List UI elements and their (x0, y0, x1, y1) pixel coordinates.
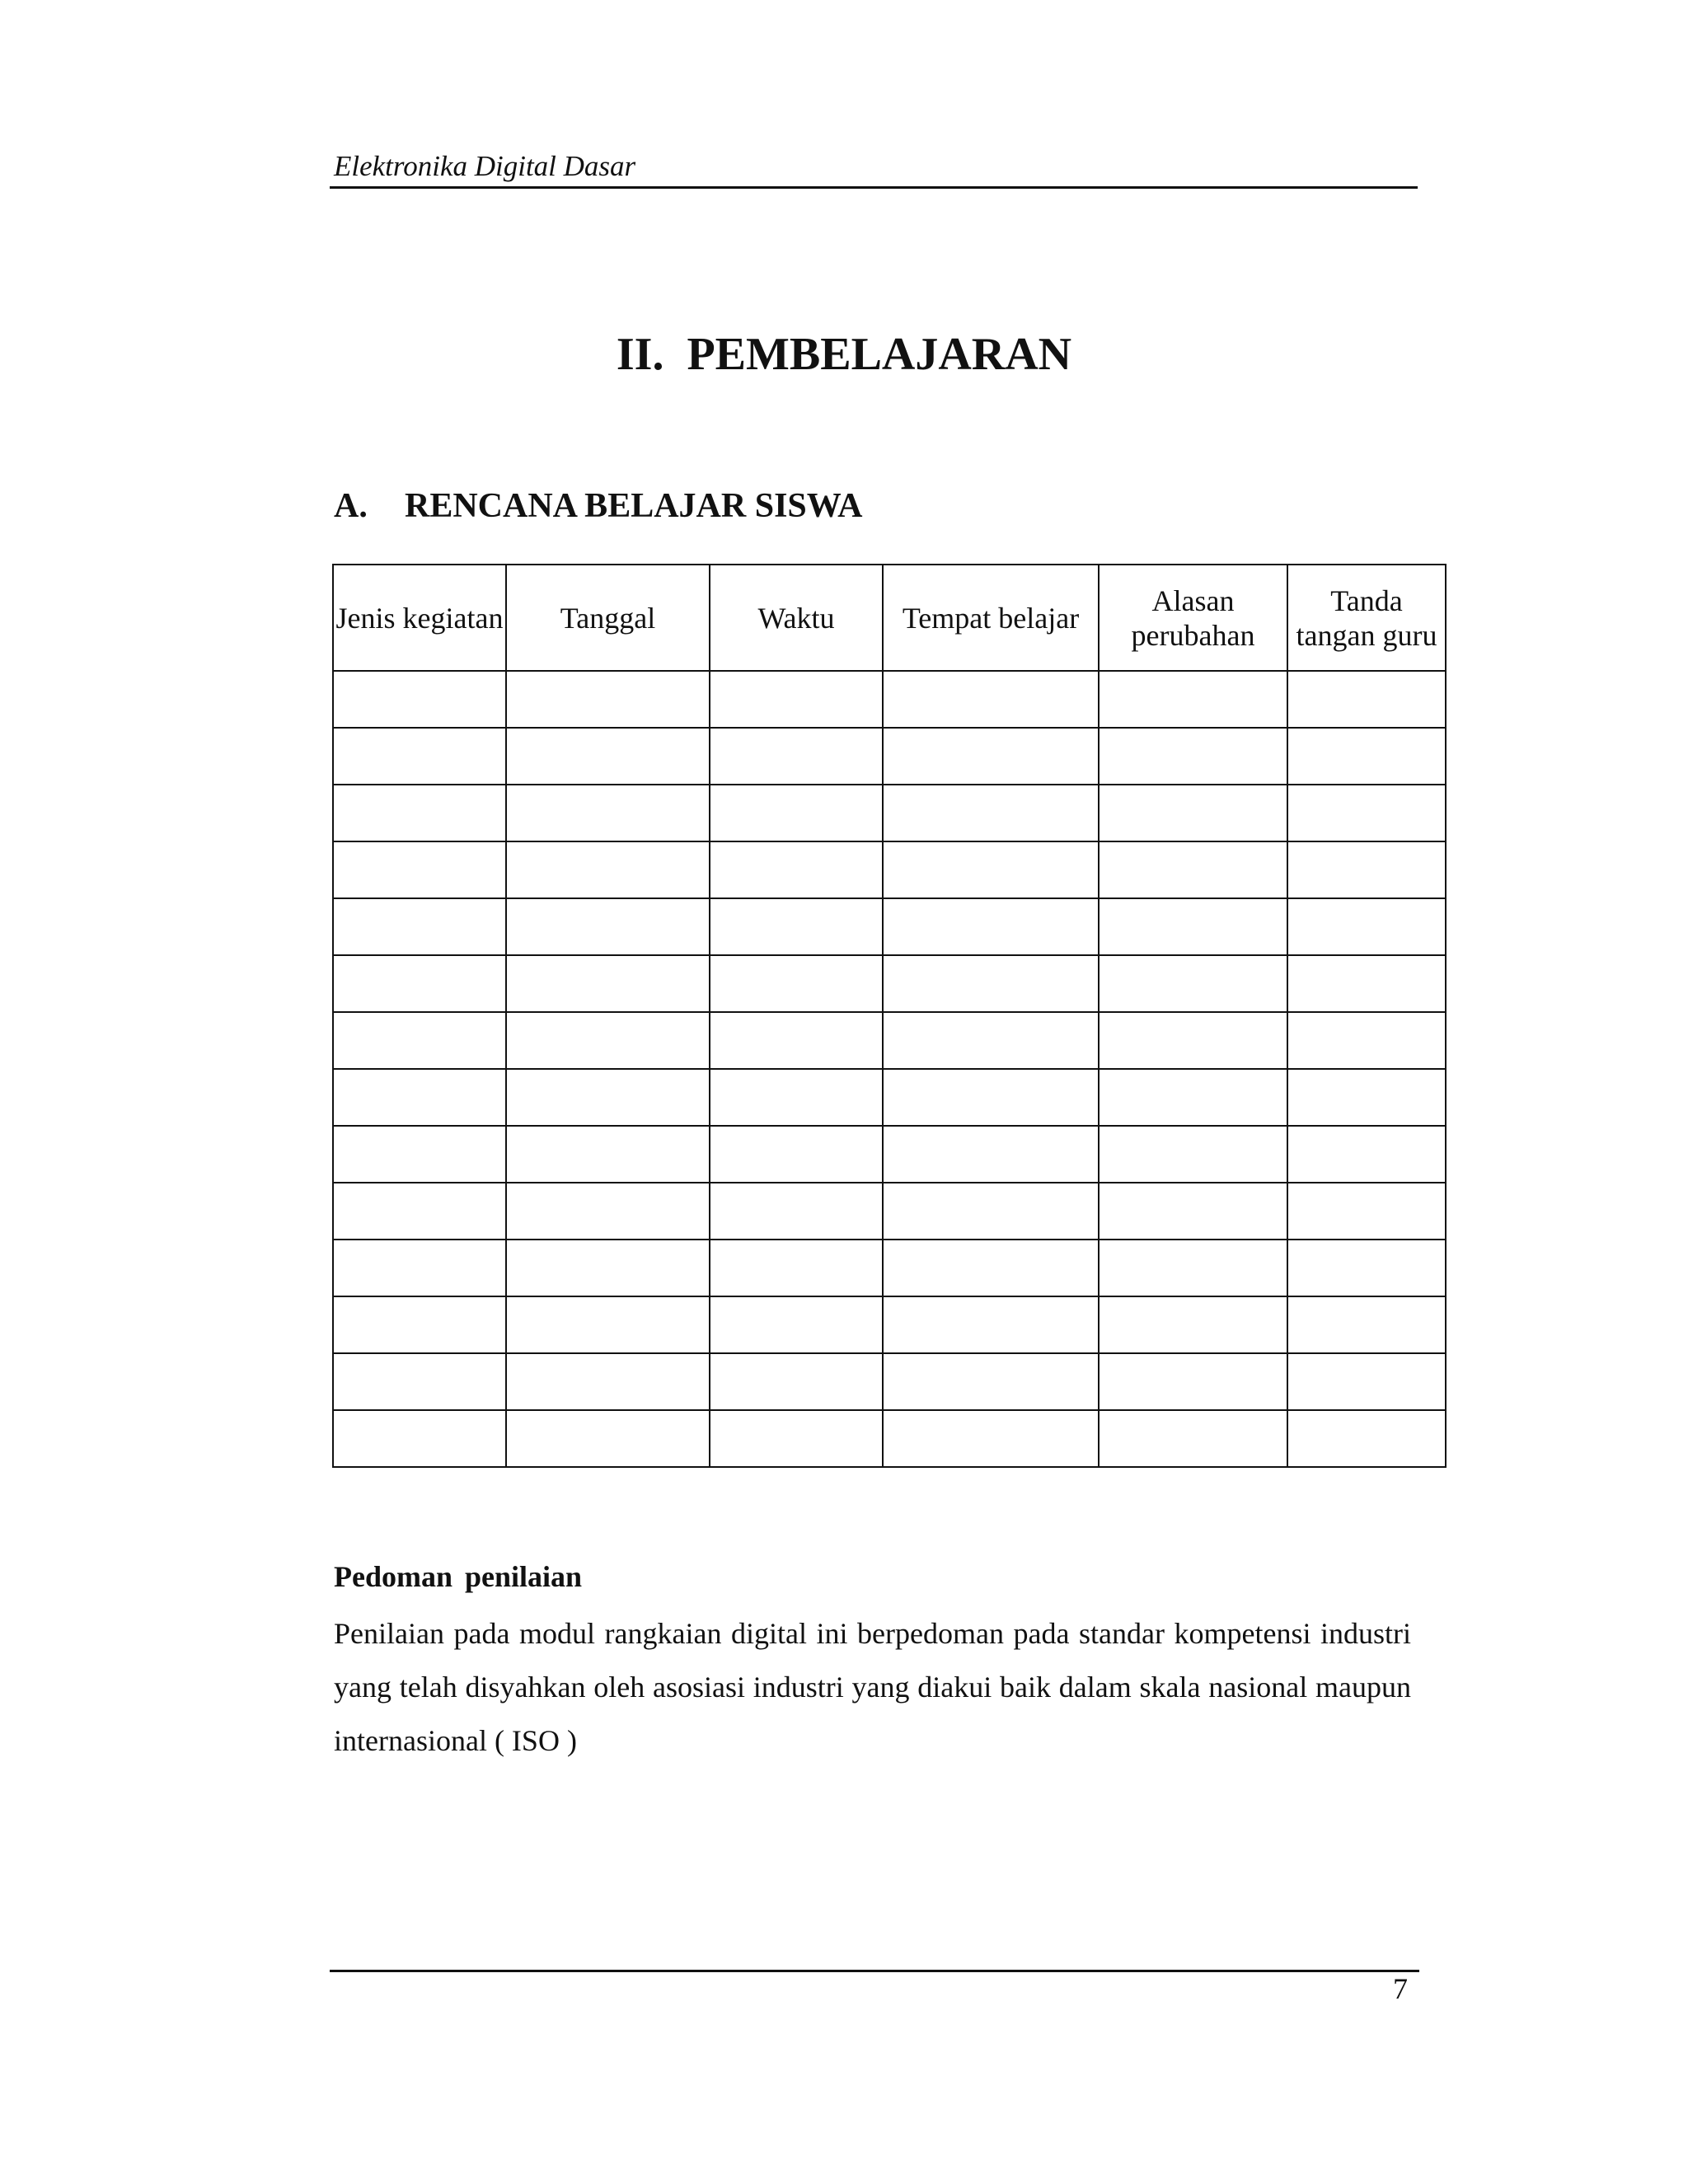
table-cell[interactable] (333, 1240, 506, 1296)
table-cell[interactable] (883, 1069, 1099, 1126)
footer-divider (330, 1970, 1419, 1972)
table-cell[interactable] (506, 1410, 710, 1467)
column-header-time: Waktu (710, 565, 883, 671)
table-row (333, 898, 1446, 955)
table-cell[interactable] (1287, 1353, 1446, 1410)
chapter-title: II. PEMBELAJARAN (616, 329, 1072, 380)
table-cell[interactable] (883, 1183, 1099, 1240)
table-cell[interactable] (1099, 785, 1287, 841)
table-row (333, 955, 1446, 1012)
table-body (333, 671, 1446, 1467)
section-number: A. (334, 487, 368, 525)
table-row (333, 1410, 1446, 1467)
table-cell[interactable] (710, 1183, 883, 1240)
table-row (333, 1126, 1446, 1183)
table-cell[interactable] (506, 1012, 710, 1069)
table-cell[interactable] (333, 671, 506, 728)
table-cell[interactable] (1287, 1126, 1446, 1183)
table-cell[interactable] (506, 1126, 710, 1183)
table-cell[interactable] (1287, 671, 1446, 728)
table-row (333, 1012, 1446, 1069)
table-cell[interactable] (1099, 1353, 1287, 1410)
table-cell[interactable] (506, 671, 710, 728)
table-cell[interactable] (1099, 671, 1287, 728)
table-cell[interactable] (710, 1353, 883, 1410)
table-row (333, 1069, 1446, 1126)
table-cell[interactable] (333, 1126, 506, 1183)
table-cell[interactable] (1099, 1296, 1287, 1353)
table-row (333, 728, 1446, 785)
table-cell[interactable] (883, 1296, 1099, 1353)
table-cell[interactable] (710, 1240, 883, 1296)
table-row (333, 1183, 1446, 1240)
column-header-signature: Tanda tangan guru (1287, 565, 1446, 671)
table-cell[interactable] (1287, 728, 1446, 785)
table-row (333, 1240, 1446, 1296)
table-cell[interactable] (333, 1069, 506, 1126)
table-cell[interactable] (710, 1296, 883, 1353)
table-cell[interactable] (1099, 955, 1287, 1012)
column-header-activity: Jenis kegiatan (333, 565, 506, 671)
table-cell[interactable] (1099, 728, 1287, 785)
table-cell[interactable] (1099, 841, 1287, 898)
section-title: RENCANA BELAJAR SISWA (405, 487, 863, 525)
table-cell[interactable] (1287, 1012, 1446, 1069)
table-cell[interactable] (1287, 898, 1446, 955)
table-cell[interactable] (506, 728, 710, 785)
table-cell[interactable] (710, 728, 883, 785)
table-cell[interactable] (1099, 1240, 1287, 1296)
table-cell[interactable] (1099, 1126, 1287, 1183)
header-divider (330, 186, 1418, 189)
table-cell[interactable] (333, 1296, 506, 1353)
table-cell[interactable] (333, 955, 506, 1012)
table-cell[interactable] (1287, 841, 1446, 898)
table-row (333, 785, 1446, 841)
table-cell[interactable] (710, 785, 883, 841)
table-cell[interactable] (506, 841, 710, 898)
table-cell[interactable] (333, 785, 506, 841)
table-cell[interactable] (883, 955, 1099, 1012)
column-header-date: Tanggal (506, 565, 710, 671)
assessment-paragraph: Penilaian pada modul rangkaian digital ini berpedoman pada standar kompetensi industri yang telah disyahkan oleh asosiasi industri yang diakui baik dalam skala nasional maupun internasional ( ISO ) (334, 1617, 1411, 1757)
column-header-reason: Alasan perubahan (1099, 565, 1287, 671)
table-cell[interactable] (333, 1353, 506, 1410)
table-cell[interactable] (1287, 1183, 1446, 1240)
table-cell[interactable] (333, 1410, 506, 1467)
table-cell[interactable] (506, 898, 710, 955)
table-cell[interactable] (1287, 1296, 1446, 1353)
table-cell[interactable] (506, 1183, 710, 1240)
running-header: Elektronika Digital Dasar (334, 150, 636, 182)
table-row (333, 671, 1446, 728)
table-cell[interactable] (710, 1410, 883, 1467)
table-cell[interactable] (883, 728, 1099, 785)
table-cell[interactable] (883, 785, 1099, 841)
assessment-heading: Pedoman penilaian (334, 1560, 583, 1593)
table-cell[interactable] (710, 955, 883, 1012)
table-cell[interactable] (506, 955, 710, 1012)
table-cell[interactable] (883, 898, 1099, 955)
table-row (333, 1353, 1446, 1410)
table-cell[interactable] (1287, 1069, 1446, 1126)
table-cell[interactable] (506, 785, 710, 841)
table-row (333, 841, 1446, 898)
table-cell[interactable] (1287, 1240, 1446, 1296)
table-cell[interactable] (883, 1012, 1099, 1069)
table-cell[interactable] (333, 1012, 506, 1069)
table-cell[interactable] (883, 1240, 1099, 1296)
table-cell[interactable] (883, 1410, 1099, 1467)
table-cell[interactable] (710, 1069, 883, 1126)
table-cell[interactable] (333, 898, 506, 955)
table-cell[interactable] (333, 841, 506, 898)
table-row (333, 1296, 1446, 1353)
table-cell[interactable] (1287, 785, 1446, 841)
column-header-place: Tempat belajar (883, 565, 1099, 671)
section-heading (334, 486, 862, 526)
table-cell[interactable] (710, 898, 883, 955)
table-cell[interactable] (710, 1126, 883, 1183)
table-cell[interactable] (1099, 1069, 1287, 1126)
table-cell[interactable] (1099, 1183, 1287, 1240)
table-cell[interactable] (506, 1240, 710, 1296)
table-cell[interactable] (333, 1183, 506, 1240)
table-cell[interactable] (1099, 1410, 1287, 1467)
table-cell[interactable] (883, 671, 1099, 728)
table-cell[interactable] (710, 671, 883, 728)
table-cell[interactable] (883, 841, 1099, 898)
table-cell[interactable] (506, 1353, 710, 1410)
table-cell[interactable] (506, 1296, 710, 1353)
table-cell[interactable] (1099, 898, 1287, 955)
table-cell[interactable] (710, 1012, 883, 1069)
table-cell[interactable] (883, 1353, 1099, 1410)
table-cell[interactable] (333, 728, 506, 785)
study-plan-table (332, 564, 1447, 1468)
table-cell[interactable] (506, 1069, 710, 1126)
table-cell[interactable] (1287, 1410, 1446, 1467)
table-cell[interactable] (1287, 955, 1446, 1012)
page-number: 7 (1393, 1972, 1408, 2005)
table-cell[interactable] (1099, 1012, 1287, 1069)
table-cell[interactable] (710, 841, 883, 898)
table-header-row (333, 565, 1446, 671)
table-cell[interactable] (883, 1126, 1099, 1183)
